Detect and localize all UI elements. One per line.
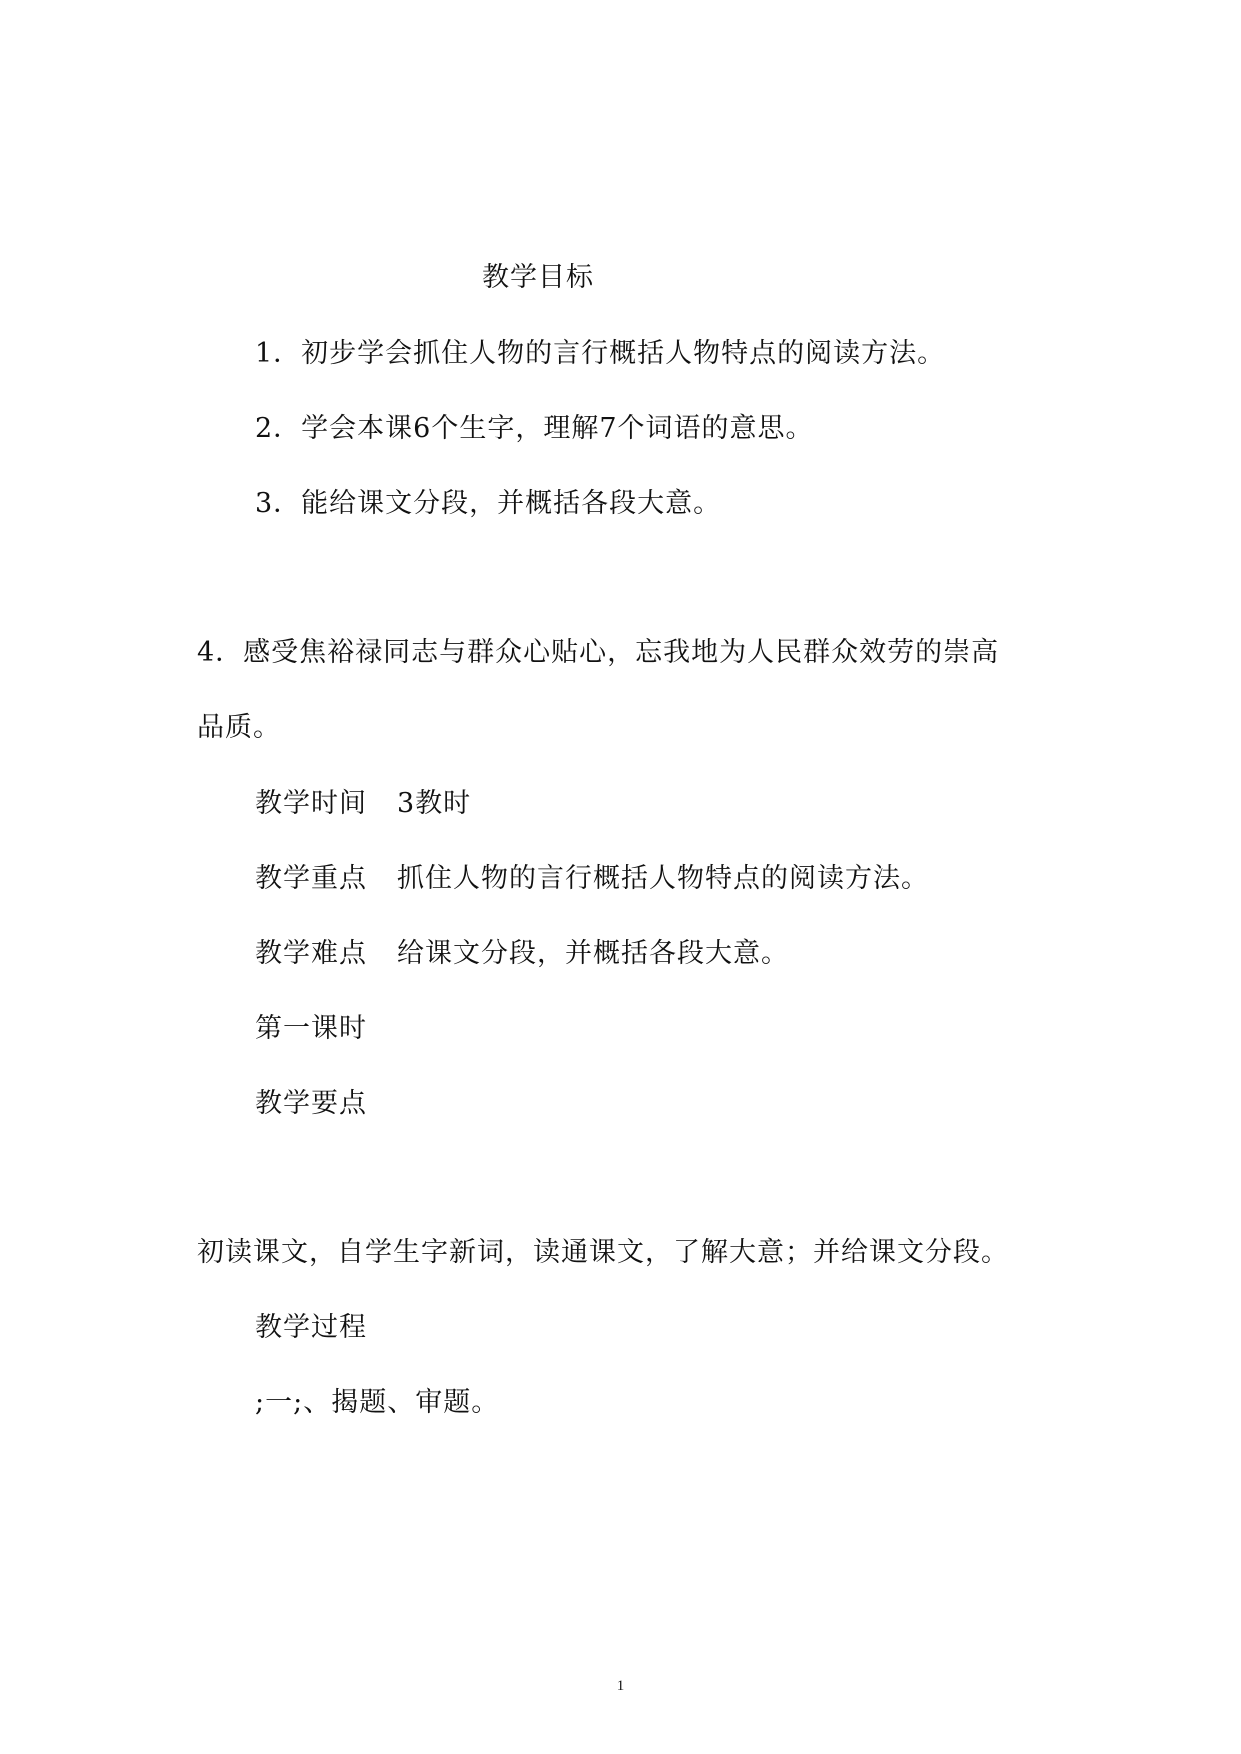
- teaching-time-label: 教学时间: [255, 788, 367, 819]
- difficulty-row: [255, 938, 789, 970]
- difficulty-label: 教学难点: [255, 938, 367, 969]
- key-point-row: [255, 863, 929, 895]
- key-point-label: 教学重点: [255, 863, 367, 894]
- objective-item-4-line-2: 品质。: [197, 712, 281, 743]
- process-heading: 教学过程: [255, 1312, 367, 1343]
- teaching-time-value: 3教时: [397, 788, 472, 819]
- objective-item-1: 1．初步学会抓住人物的言行概括人物特点的阅读方法。: [255, 338, 946, 369]
- teaching-time-row: [255, 788, 471, 820]
- essentials-heading: 教学要点: [255, 1088, 367, 1119]
- difficulty-value: 给课文分段，并概括各段大意。: [397, 938, 789, 969]
- lesson-one-heading: 第一课时: [255, 1013, 367, 1044]
- key-point-value: 抓住人物的言行概括人物特点的阅读方法。: [397, 863, 929, 894]
- page-number: 1: [616, 1678, 625, 1694]
- process-step-1: ;一;、揭题、审题。: [255, 1387, 500, 1418]
- section-title: 教学目标: [482, 262, 594, 293]
- objective-item-3: 3．能给课文分段，并概括各段大意。: [255, 488, 722, 519]
- objective-item-4-line-1: 4．感受焦裕禄同志与群众心贴心，忘我地为人民群众效劳的崇高: [197, 637, 1000, 668]
- objective-item-2: 2．学会本课6个生字，理解7个词语的意思。: [255, 413, 814, 444]
- essentials-text: 初读课文，自学生字新词，读通课文，了解大意；并给课文分段。: [197, 1237, 1009, 1268]
